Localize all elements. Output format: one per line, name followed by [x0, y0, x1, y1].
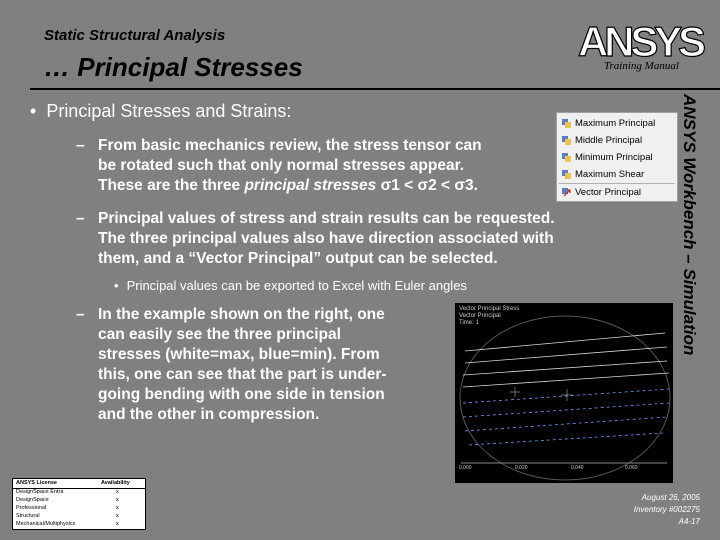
dash2-line-3: them, and a “Vector Principal” output can be selected.: [98, 250, 498, 267]
menu-item-vector-principal[interactable]: Vector Principal: [557, 184, 677, 202]
slide-footer: [580, 492, 700, 528]
vector-result-icon: [561, 187, 572, 198]
scale-tick: 0.040: [571, 465, 584, 471]
vector-principal-plot: [455, 303, 673, 483]
dash-marker: –: [76, 306, 85, 323]
scale-tick: 0.020: [515, 465, 528, 471]
slide-subtitle: Static Structural Analysis: [44, 27, 226, 44]
dash2-line-2: The three principal values also have direction associated with: [98, 230, 554, 247]
sub-bullet-text: Principal values can be exported to Excel with Euler angles: [126, 278, 467, 293]
dash-item-tensor: [76, 136, 556, 198]
dash3-line-5: going bending with one side in tension: [98, 386, 385, 403]
menu-item-minimum-principal[interactable]: Minimum Principal: [557, 149, 677, 167]
dash-item-example: [76, 305, 451, 429]
menu-item-maximum-shear[interactable]: Maximum Shear: [557, 166, 677, 184]
side-label-text: ANSYS Workbench – Simulation: [680, 94, 699, 356]
ansys-logo: [578, 18, 710, 62]
menu-item-middle-principal[interactable]: Middle Principal: [557, 132, 677, 150]
dash3-line-1: In the example shown on the right, one: [98, 306, 385, 323]
dash-marker: –: [76, 137, 85, 154]
ansys-logo-text: ANSYS: [578, 18, 706, 62]
table-row: DesignSpace Entra x: [16, 489, 119, 495]
dash-marker: –: [76, 210, 85, 227]
result-icon: [561, 135, 572, 146]
table-header: ANSYS License Availability: [16, 480, 130, 486]
table-row: Professional x: [16, 505, 119, 511]
bullet-dot: •: [30, 101, 37, 121]
dash3-line-3: stresses (white=max, blue=min). From: [98, 346, 380, 363]
scale-tick: 0.000: [459, 465, 472, 471]
result-icon: [561, 169, 572, 180]
training-manual-label: Training Manual: [604, 60, 679, 72]
license-availability-table: [12, 478, 146, 530]
dash3-line-4: this, one can see that the part is under-: [98, 366, 387, 383]
dash1-line-2: be rotated such that only normal stresses appear.: [98, 157, 465, 174]
result-icon: [561, 152, 572, 163]
dash1-line-3: These are the three principal stresses σ1 < σ2 < σ3.: [98, 177, 478, 194]
vector-principal-graphic: [455, 303, 673, 483]
dash3-line-6: and the other in compression.: [98, 406, 320, 423]
dash-item-principal-values: [76, 209, 656, 271]
table-row: Mechanical/Multiphysics x: [16, 521, 119, 527]
principal-stresses-term: principal stresses: [244, 177, 377, 194]
scale-tick: 0.060: [625, 465, 638, 471]
menu-item-maximum-principal[interactable]: Maximum Principal: [557, 115, 677, 133]
dash3-line-2: can easily see the three principal: [98, 326, 341, 343]
header-divider: [30, 88, 720, 90]
table-row: Structural x: [16, 513, 119, 519]
sub-bullet-excel: [114, 278, 467, 293]
footer-inventory: Inventory #002275: [633, 505, 700, 514]
dash2-line-1: Principal values of stress and strain results can be requested.: [98, 210, 555, 227]
dash1-line-1: From basic mechanics review, the stress tensor can: [98, 137, 482, 154]
bullet-dot: •: [114, 278, 119, 293]
result-icon: [561, 118, 572, 129]
principal-results-menu: [556, 112, 678, 202]
bullet-text: Principal Stresses and Strains:: [46, 101, 292, 121]
slide-title: … Principal Stresses: [44, 52, 303, 82]
footer-date: August 26, 2005: [641, 493, 700, 502]
footer-page-number: A4-17: [678, 517, 700, 526]
principal-stress-formula: σ1 < σ2 < σ3.: [380, 177, 478, 194]
plot-legend: Vector Principal Stress Vector Principal Time: 1: [459, 306, 520, 326]
bullet-principal-stresses: [30, 101, 291, 122]
table-row: DesignSpace x: [16, 497, 119, 503]
